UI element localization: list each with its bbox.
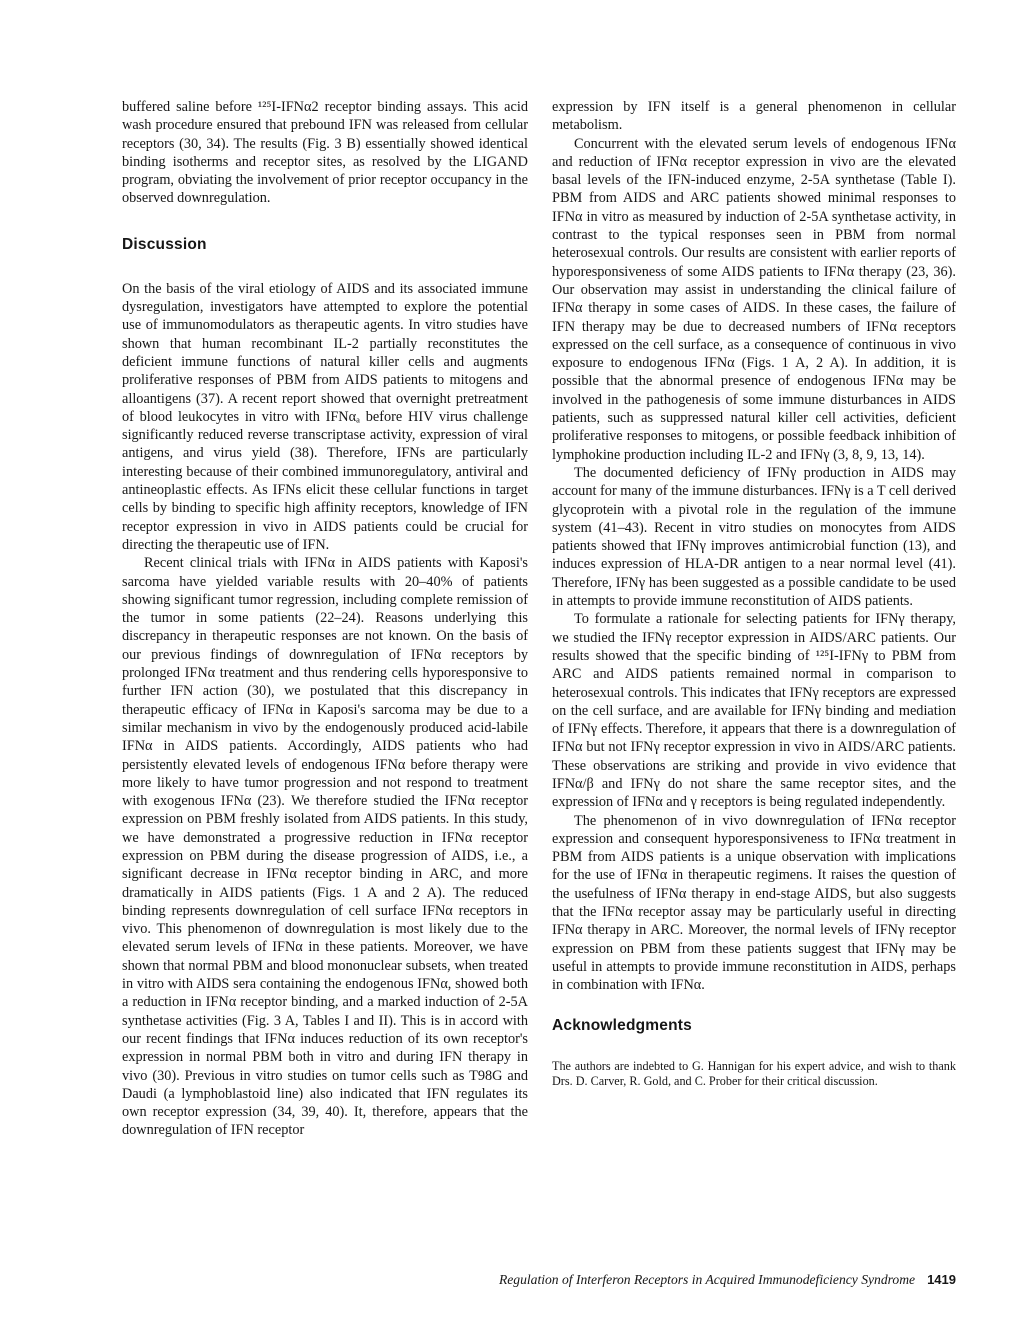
discussion-paragraph-1: On the basis of the viral etiology of AIDS and its associated immune dysregulation, investigators have attempted to explore the potential use of immunomodulators as therapeutic agents. In vitro studies have shown that human recombinant IL-2 partially reconstitutes the deficient immune functions of natural killer cells and augments proliferative responses of PBM from AIDS patients to mitogens and alloantigens (37). A recent report showed that overnight pretreatment of blood leukocytes in vitro with IFNαₐ before HIV virus challenge significantly reduced reverse transcriptase activity, expression of viral antigens, and virus yield (38). Therefore, IFNs are particularly interesting because of their combined immunoregulatory, antiviral and antineoplastic effects. As IFNs elicit these cellular functions in target cells by binding to specific high affinity receptors, knowledge of IFN receptor expression in vivo in AIDS patients could be crucial for directing the therapeutic use of IFN. bbox=[122, 280, 528, 553]
continued-paragraph: expression by IFN itself is a general phenomenon in cellular metabolism. bbox=[552, 99, 956, 134]
discussion-heading: Discussion bbox=[122, 235, 207, 253]
discussion-paragraph-2: Recent clinical trials with IFNα in AIDS patients with Kaposi's sarcoma have yielded variable results with 20–40% of patients showing significant tumor regression, including complete remission of the tumor in some patients (22–24). Reasons underlying this discrepancy in therapeutic responses are not known. On the basis of our previous findings of downregulation of IFNα receptors by prolonged IFNα treatment and thus rendering cells hyporesponsive to further IFN action (30), we postulated that this discrepancy in therapeutic efficacy of IFNα in Kaposi's sarcoma may be due to a similar mechanism in vivo by the endogenously produced acid-labile IFNα in AIDS patients. Accordingly, AIDS patients who had persistently elevated levels of endogenous IFNα before therapy were more likely to have tumor progression and not respond to treatment with exogenous IFNα (23). We therefore studied the IFNα receptor expression on PBM freshly isolated from AIDS patients. In this study, we have demonstrated a progressive reduction in IFNα receptor expression on PBM during the disease progression of AIDS, i.e., a significant decrease in IFNα receptor binding in ARC, and more dramatically in AIDS patients (Figs. 1 A and 2 A). The reduced binding represents downregulation of cell surface IFNα receptors in vivo. This phenomenon of downregulation is most likely due to the elevated serum levels of IFNα in these patients. Moreover, we have shown that normal PBM and blood mononuclear subsets, when treated in vitro with AIDS sera containing the endogenous IFNα, showed both a reduction in IFNα receptor binding, and a marked induction of 2-5A synthetase activities (Fig. 3 A, Tables I and II). This is in accord with our recent findings that IFNα induces reduction of its own receptor's expression in normal PBM both in vitro and during IFN therapy in vivo (30). Previous in vitro studies on tumor cells such as T98G and Daudi (a lymphoblastoid line) also indicated that IFN regulates its own receptor expression (34, 39, 40). It, therefore, appears that the downregulation of IFN receptor bbox=[122, 555, 528, 1139]
page-footer bbox=[480, 1272, 956, 1288]
running-title: Regulation of Interferon Receptors in Acquired Immunodeficiency Syndrome bbox=[498, 1272, 916, 1287]
discussion-paragraph-6: The phenomenon of in vivo downregulation of IFNα receptor expression and consequent hyporesponsiveness to IFNα treatment in PBM from AIDS patients is a unique observation with implications for the use of IFNα in therapeutic regimens. It raises the question of the usefulness of IFNα therapy in end-stage AIDS, but also suggests that the IFNα receptor assay may be particularly useful in directing IFNα therapy in ARC. Moreover, the normal levels of IFNγ receptor expression on PBM from these patients suggest that IFNγ may be useful in attempts to provide immune reconstitution in AIDS, perhaps in combination with IFNα. bbox=[552, 812, 956, 994]
acknowledgments-text: The authors are indebted to G. Hannigan for his expert advice, and wish to thank Drs. D. Carver, R. Gold, and C. Prober for their critical discussion. bbox=[552, 1058, 956, 1089]
intro-paragraph: buffered saline before ¹²⁵I-IFNα2 receptor binding assays. This acid wash procedure ensured that prebound IFN was released from cellular receptors (30, 34). The results (Fig. 3 B) essentially showed identical binding isotherms and receptor sites, as resolved by the LIGAND program, obviating the involvement of prior receptor occupancy in the observed downregulation. bbox=[122, 99, 528, 207]
acknowledgments-heading: Acknowledgments bbox=[552, 1016, 692, 1034]
right-column bbox=[552, 98, 956, 1090]
discussion-paragraph-4: The documented deficiency of IFNγ production in AIDS may account for many of the immune disturbances. IFNγ is a T cell derived glycoprotein with a pivotal role in the regulation of the immune system (41–43). Recent in vitro studies on monocytes from AIDS patients showed that IFNγ improves antimicrobial function (13), and induces expression of HLA-DR antigen to a near normal level (41). Therefore, IFNγ has been suggested as a possible candidate to be used in attempts to provide immune reconstitution of AIDS patients. bbox=[552, 464, 957, 610]
discussion-paragraph-5: To formulate a rationale for selecting patients for IFNγ therapy, we studied the IFNγ receptor expression in AIDS/ARC patients. Our results showed that the specific binding of ¹²⁵I-IFNγ to PBM from ARC and AIDS patients remained normal in comparison to heterosexual controls. This indicates that IFNγ receptors are expressed on the cell surface, and are available for IFNγ binding and mediation of IFNγ effects. Therefore, it appears that there is a downregulation of IFNα but not IFNγ receptor expression in vivo in AIDS/ARC patients. These observations are striking and provide in vivo evidence that IFNα/β and IFNγ do not share the same receptor sites, and the expression of IFNα and γ receptors is being regulated independently. bbox=[552, 611, 956, 811]
discussion-paragraph-3: Concurrent with the elevated serum levels of endogenous IFNα and reduction of IFNα receptor expression in vivo are the elevated basal levels of the IFN-induced enzyme, 2-5A synthetase (Table I). PBM from AIDS and ARC patients showed minimal responses to IFNα in vitro as measured by induction of 2-5A synthetase activity, in contrast to the typical responses seen in PBM from normal heterosexual controls. Our results are consistent with earlier reports of hyporesponsiveness of some AIDS patients to IFNα therapy (23, 36). Our observation may assist in understanding the clinical failure of IFNα therapy in some cases of AIDS. In these cases, the failure of IFN therapy may be due to decreased numbers of IFNα receptors expressed on the cell surface, as a consequence of continuous in vivo exposure to endogenous IFNα (Figs. 1 A, 2 A). In addition, it is possible that the abnormal presence of endogenous IFNα may be involved in the pathogenesis of some immune disturbances in AIDS patients, such as suppressed natural killer cell activities, deficient proliferative responses to mitogens, or possible feedback inhibition of lymphokine production including IL-2 and IFNγ (3, 8, 9, 13, 14). bbox=[552, 135, 956, 463]
page-number: 1419 bbox=[927, 1272, 956, 1287]
left-column bbox=[122, 98, 528, 1140]
